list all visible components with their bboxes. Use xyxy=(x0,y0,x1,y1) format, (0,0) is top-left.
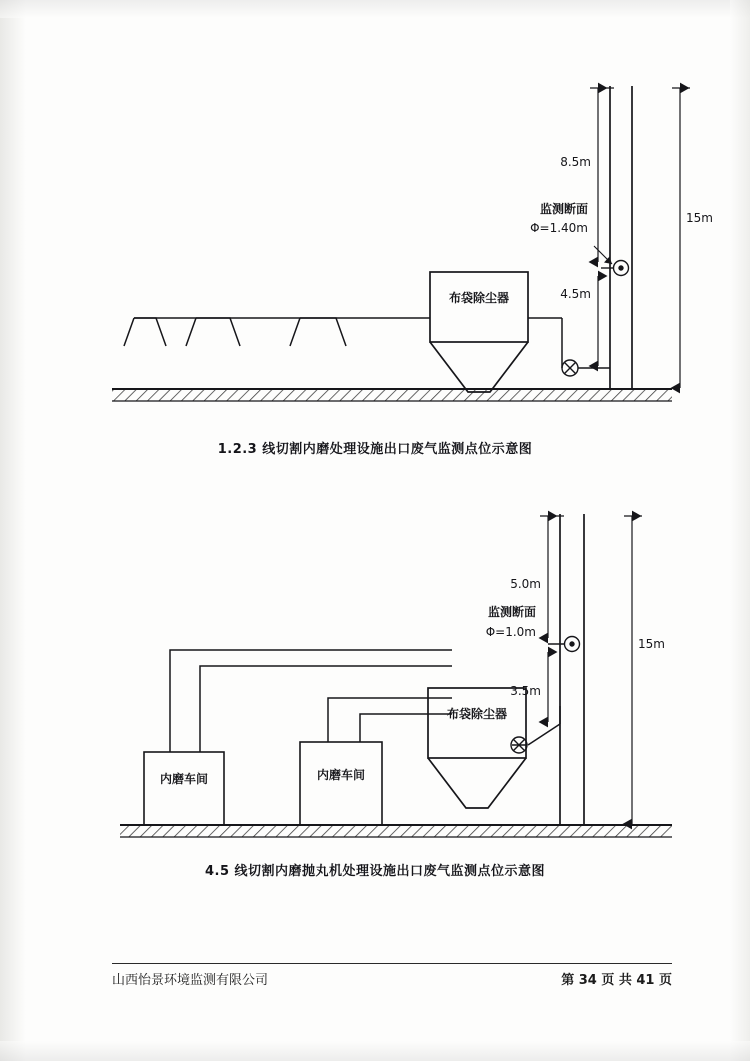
height-lower-label-figure-2: 3.5m xyxy=(510,684,541,698)
baghouse-label-figure-1: 布袋除尘器 xyxy=(448,291,510,305)
section-diameter-figure-1: Φ=1.40m xyxy=(530,221,588,235)
fan-icon-figure-1 xyxy=(562,360,578,376)
ground-line-figure-2 xyxy=(120,825,672,837)
dimension-15m-figure-1 xyxy=(672,88,690,388)
workshop-2-label-figure-2: 内磨车间 xyxy=(316,768,366,782)
dimension-15m-figure-2 xyxy=(624,516,642,824)
workshop-1-label-figure-2: 内磨车间 xyxy=(159,772,209,786)
stack-figure-2 xyxy=(560,514,584,826)
workshop-box-1-figure-2 xyxy=(144,752,224,825)
scan-edge-top xyxy=(0,0,750,18)
figure-2-caption: 4.5 线切割内磨抛丸机处理设施出口废气监测点位示意图 xyxy=(204,864,546,879)
footer-page-number: 第 34 页 共 41 页 xyxy=(561,973,672,988)
figure-1-diagram xyxy=(0,50,750,420)
stack-height-label-figure-1: 15m xyxy=(686,211,713,225)
footer-company: 山西怡景环境监测有限公司 xyxy=(112,973,269,988)
ground-line-figure-1 xyxy=(112,389,672,401)
height-upper-label-figure-2: 5.0m xyxy=(510,577,541,591)
duct-network-figure-2 xyxy=(170,650,452,752)
outlet-duct-figure-2 xyxy=(512,706,560,745)
baghouse-label-figure-2: 布袋除尘器 xyxy=(446,707,508,721)
monitoring-port-figure-1 xyxy=(601,261,629,276)
footer-divider xyxy=(112,963,672,964)
section-title-figure-1: 监测断面 xyxy=(539,202,588,216)
scan-edge-bottom xyxy=(0,1041,750,1061)
stack-height-label-figure-2: 15m xyxy=(638,637,665,651)
section-diameter-figure-2: Φ=1.0m xyxy=(485,625,536,639)
stack-figure-1 xyxy=(610,86,632,390)
section-title-figure-2: 监测断面 xyxy=(487,605,536,619)
height-upper-label-figure-1: 8.5m xyxy=(560,155,591,169)
baghouse-figure-1 xyxy=(430,272,528,392)
monitoring-port-figure-2 xyxy=(548,637,580,652)
duct-header-figure-1 xyxy=(124,318,430,346)
workshop-box-2-figure-2 xyxy=(300,742,382,825)
figure-1-caption: 1.2.3 线切割内磨处理设施出口废气监测点位示意图 xyxy=(217,442,533,457)
height-lower-label-figure-1: 4.5m xyxy=(560,287,591,301)
figure-2-diagram xyxy=(0,490,750,850)
